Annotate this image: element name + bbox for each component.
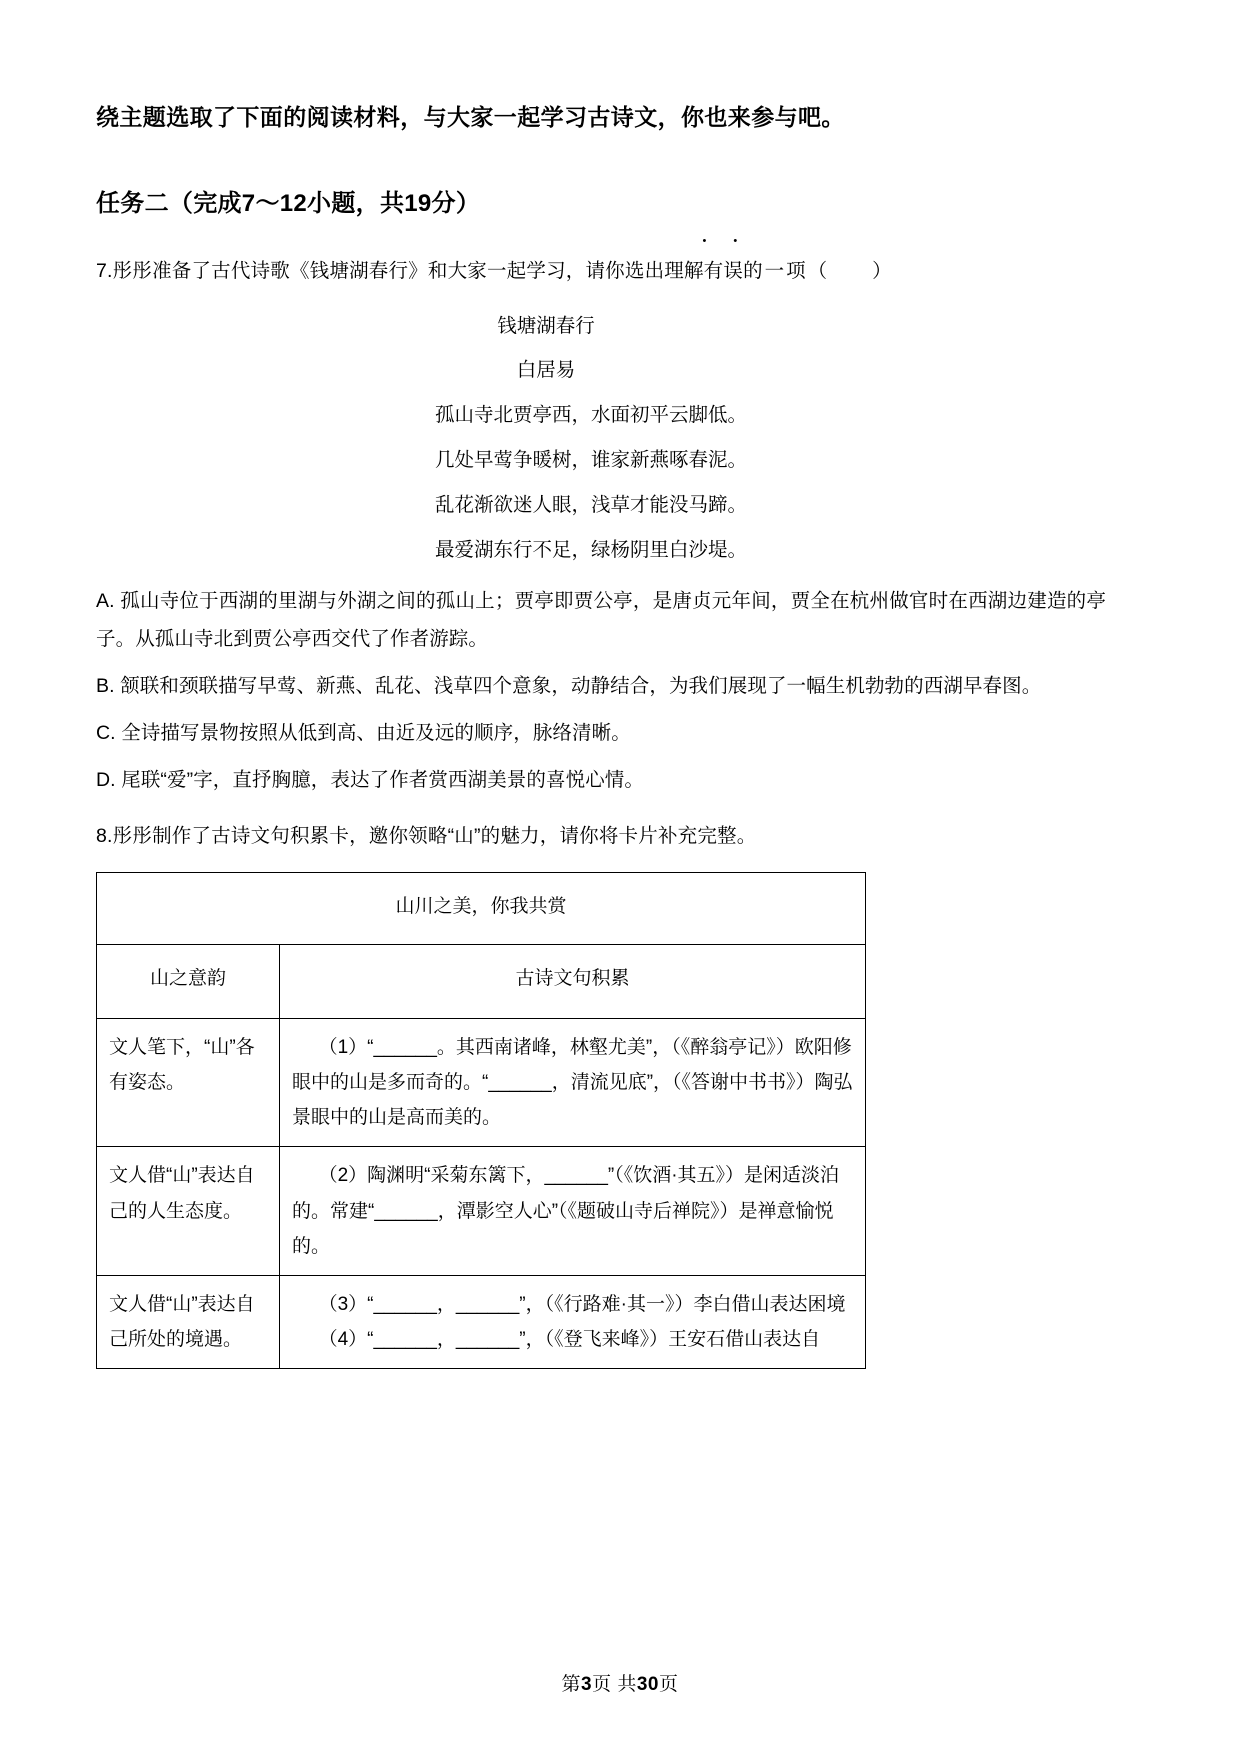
option-b: B. 颔联和颈联描写早莺、新燕、乱花、浅草四个意象，动静结合，为我们展现了一幅生机勃勃的西湖早春图。: [96, 674, 1042, 697]
row-2-category: 文人借“山”表达自己的人生态度。: [97, 1147, 280, 1275]
poem-line-3: 乱花渐欲迷人眼，浅草才能没马蹄。: [434, 493, 747, 516]
lead-paragraph: 绕主题选取了下面的阅读材料，与大家一起学习古诗文，你也来参与吧。: [96, 104, 845, 130]
task-heading: 任务二（完成7～12小题，共19分）: [96, 189, 481, 217]
poem-line-4: 最爱湖东行不足，绿杨阴里白沙堤。: [434, 538, 747, 561]
page-footer: [0, 1669, 1240, 1696]
poem-block: [96, 290, 1106, 573]
option-a: A. 孤山寺位于西湖的里湖与外湖之间的孤山上；贾亭即贾公亭，是唐贞元年间，贾全在杭州做官时在西湖边建造的亭子。从孤山寺北到贾公亭西交代了作者游踪。: [96, 589, 1106, 650]
row-1-item-1: （1）“______。其西南诸峰，林壑尤美”，（《醉翁亭记》）欧阳修眼中的山是多而奇的。“______，清流见底”，（《答谢中书书》）陶弘景眼中的山是高而美的。: [292, 1036, 853, 1129]
question-7-stem: [96, 218, 1106, 290]
row-1-content: [280, 1018, 866, 1146]
row-2-content: [280, 1147, 866, 1275]
row-3-category: 文人借“山”表达自己所处的境遇。: [97, 1275, 280, 1368]
poem-line-1: 孤山寺北贾亭西，水面初平云脚低。: [434, 404, 747, 427]
question-7-emphasis: • • 有误: [704, 252, 743, 290]
page-content: [96, 0, 1106, 1369]
table-row: [97, 1018, 866, 1146]
footer-suffix: 页: [659, 1674, 679, 1695]
poem-line-2: 几处早莺争暖树，谁家新燕啄春泥。: [434, 449, 747, 472]
table-row-header: [97, 944, 866, 1018]
poem-title: 钱塘湖春行: [497, 314, 595, 337]
row-3-item-2: （4）“______，______”，（《登飞来峰》）王安石借山表达自: [318, 1328, 821, 1350]
footer-middle: 页 共: [592, 1674, 637, 1695]
option-c: C. 全诗描写景物按照从低到高、由近及远的顺序，脉络清晰。: [96, 721, 631, 744]
table-row-caption: [97, 872, 866, 944]
question-7-stem-before: 7.彤彤准备了古代诗歌《钱塘湖春行》和大家一起学习，请你选出理解: [96, 259, 704, 282]
table-caption: 山川之美，你我共赏: [97, 872, 866, 944]
table-header-content: 古诗文句积累: [280, 944, 866, 1018]
footer-prefix: 第: [561, 1674, 581, 1695]
row-1-category: 文人笔下，“山”各有姿态。: [97, 1018, 280, 1146]
accumulation-card-table: [96, 872, 866, 1369]
table-row: [97, 1275, 866, 1368]
row-3-item-1: （3）“______，______”，（《行路难·其一》）李白借山表达困境: [318, 1293, 846, 1315]
row-3-content: [280, 1275, 866, 1368]
table-row: [97, 1147, 866, 1275]
question-7-stem-after: 的一项（ ）: [743, 259, 894, 282]
option-d: D. 尾联“爱”字，直抒胸臆，表达了作者赏西湖美景的喜悦心情。: [96, 768, 645, 791]
row-2-item-1: （2）陶渊明“采菊东篱下，______”（《饮酒·其五》）是闲适淡泊的。常建“______，潭影空人心”（《题破山寺后禅院》）是禅意愉悦的。: [292, 1165, 840, 1257]
footer-total-pages: 30: [636, 1674, 659, 1695]
poem-author: 白居易: [516, 359, 576, 382]
table-header-category: 山之意韵: [97, 944, 280, 1018]
question-8-stem: 8.彤彤制作了古诗文句积累卡，邀你领略“山”的魅力，请你将卡片补充完整。: [96, 824, 757, 847]
footer-current-page: 3: [581, 1674, 593, 1695]
